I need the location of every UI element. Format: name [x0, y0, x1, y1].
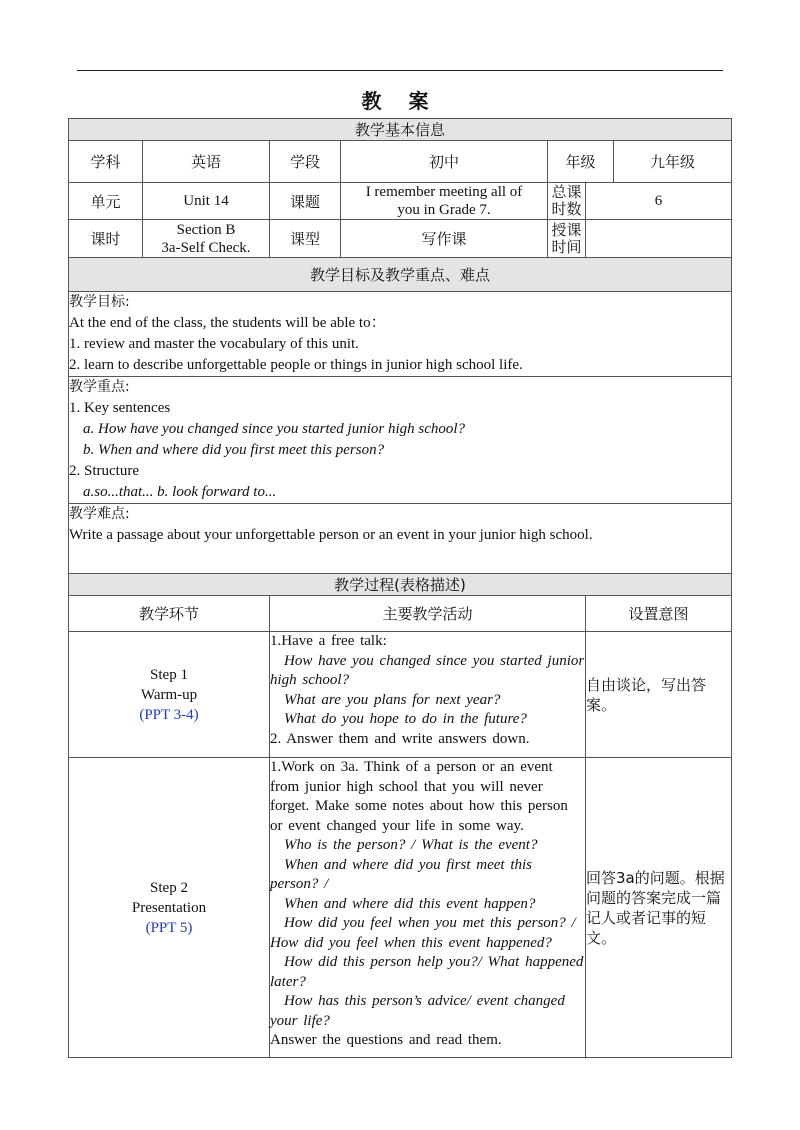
step-2-activities — [270, 758, 586, 1058]
type-label: 课型 — [270, 220, 341, 258]
step-1-intent: 自由谈论，写出答案。 — [586, 632, 732, 758]
col-step-header: 教学环节 — [69, 596, 270, 632]
grade-value: 九年级 — [614, 141, 732, 183]
activity-question: How did this person help you?/ What happened later? — [270, 954, 584, 990]
key-point-2: 2. Structure — [69, 463, 139, 479]
teach-time-label — [548, 220, 586, 258]
key-structures: a.so...that... b. look forward to... — [83, 484, 277, 500]
col-intent-header: 设置意图 — [586, 596, 732, 632]
step-1-cell — [69, 632, 270, 758]
teach-time-value — [586, 220, 732, 258]
step-2-intent: 回答3a的问题。根据问题的答案完成一篇记人或者记事的短文。 — [586, 758, 732, 1058]
difficulties-label: 教学难点: — [69, 506, 130, 522]
subject-value: 英语 — [143, 141, 270, 183]
step-2-cell — [69, 758, 270, 1058]
unit-label: 单元 — [69, 183, 143, 220]
activity-question: What do you hope to do in the future? — [284, 711, 527, 727]
basic-info-header: 教学基本信息 — [69, 119, 732, 141]
teaching-difficulties — [69, 504, 732, 574]
step-1-ppt: (PPT 3-4) — [139, 706, 199, 723]
step-2-name: Step 2 — [150, 879, 188, 896]
unit-value: Unit 14 — [143, 183, 270, 220]
total-hours-label — [548, 183, 586, 220]
period-label: 课时 — [69, 220, 143, 258]
total-hours-label-1: 总课 — [551, 183, 582, 201]
activity-question: How did you feel when you met this person? / How did you feel when this event happened? — [270, 915, 576, 951]
grade-label: 年级 — [548, 141, 614, 183]
lesson-plan-table — [68, 118, 732, 1058]
topic-value — [341, 183, 548, 220]
teach-time-label-1: 授课 — [551, 220, 582, 239]
difficulties-text: Write a passage about your unforgettable person or an event in your junior high school. — [69, 527, 593, 543]
subject-label: 学科 — [69, 141, 143, 183]
process-header: 教学过程(表格描述) — [69, 574, 732, 596]
teaching-goals — [69, 292, 732, 377]
type-value: 写作课 — [341, 220, 548, 258]
key-sentence-a: a. How have you changed since you started junior high school? — [83, 421, 466, 437]
stage-label: 学段 — [270, 141, 341, 183]
activity-line: 2. Answer them and write answers down. — [270, 730, 530, 747]
top-rule — [77, 70, 723, 71]
total-hours-label-2: 时数 — [551, 200, 582, 218]
step-2-phase: Presentation — [131, 899, 207, 916]
teach-time-label-2: 时间 — [551, 237, 582, 256]
goals-label: 教学目标: — [69, 294, 130, 310]
period-line-2: 3a-Self Check. — [161, 239, 251, 256]
activity-question: When and where did this event happen? — [284, 895, 536, 912]
activity-question: How have you changed since you started junior high school? — [270, 652, 585, 688]
step-1-name: Step 1 — [150, 666, 188, 683]
activity-line: 1.Have a free talk: — [270, 633, 387, 649]
goal-line: 2. learn to describe unforgettable people or things in junior high school life. — [69, 357, 523, 373]
topic-line-2: you in Grade 7. — [397, 202, 491, 218]
step-1-phase: Warm-up — [140, 686, 198, 703]
page-title: 教 案 — [361, 89, 439, 113]
period-value — [143, 220, 270, 258]
topic-line-1: I remember meeting all of — [365, 184, 523, 200]
step-1-activities — [270, 632, 586, 758]
stage-value: 初中 — [341, 141, 548, 183]
activity-line: 1.Work on 3a. Think of a person or an event from junior high school that you will never forget. Make some notes about how this person or event changed your life in some way. — [270, 759, 568, 834]
key-point-1: 1. Key sentences — [69, 400, 171, 416]
activity-question: When and where did you first meet this person? / — [270, 856, 532, 892]
step-2-ppt: (PPT 5) — [145, 919, 193, 936]
activity-question: Who is the person? / What is the event? — [284, 837, 538, 853]
key-sentence-b: b. When and where did you first meet this person? — [83, 442, 385, 458]
key-points-label: 教学重点: — [69, 379, 130, 395]
period-line-1: Section B — [176, 221, 236, 238]
activity-line: Answer the questions and read them. — [270, 1032, 502, 1048]
activity-question: What are you plans for next year? — [284, 691, 501, 708]
col-activity-header: 主要教学活动 — [270, 596, 586, 632]
total-hours-value: 6 — [586, 183, 732, 220]
teaching-key-points — [69, 377, 732, 504]
goal-line: 1. review and master the vocabulary of this unit. — [69, 336, 359, 352]
activity-question: How has this person’s advice/ event changed your life? — [270, 993, 565, 1029]
objectives-header: 教学目标及教学重点、难点 — [69, 258, 732, 292]
goal-line: At the end of the class, the students will be able to： — [69, 315, 386, 331]
topic-label: 课题 — [270, 183, 341, 220]
